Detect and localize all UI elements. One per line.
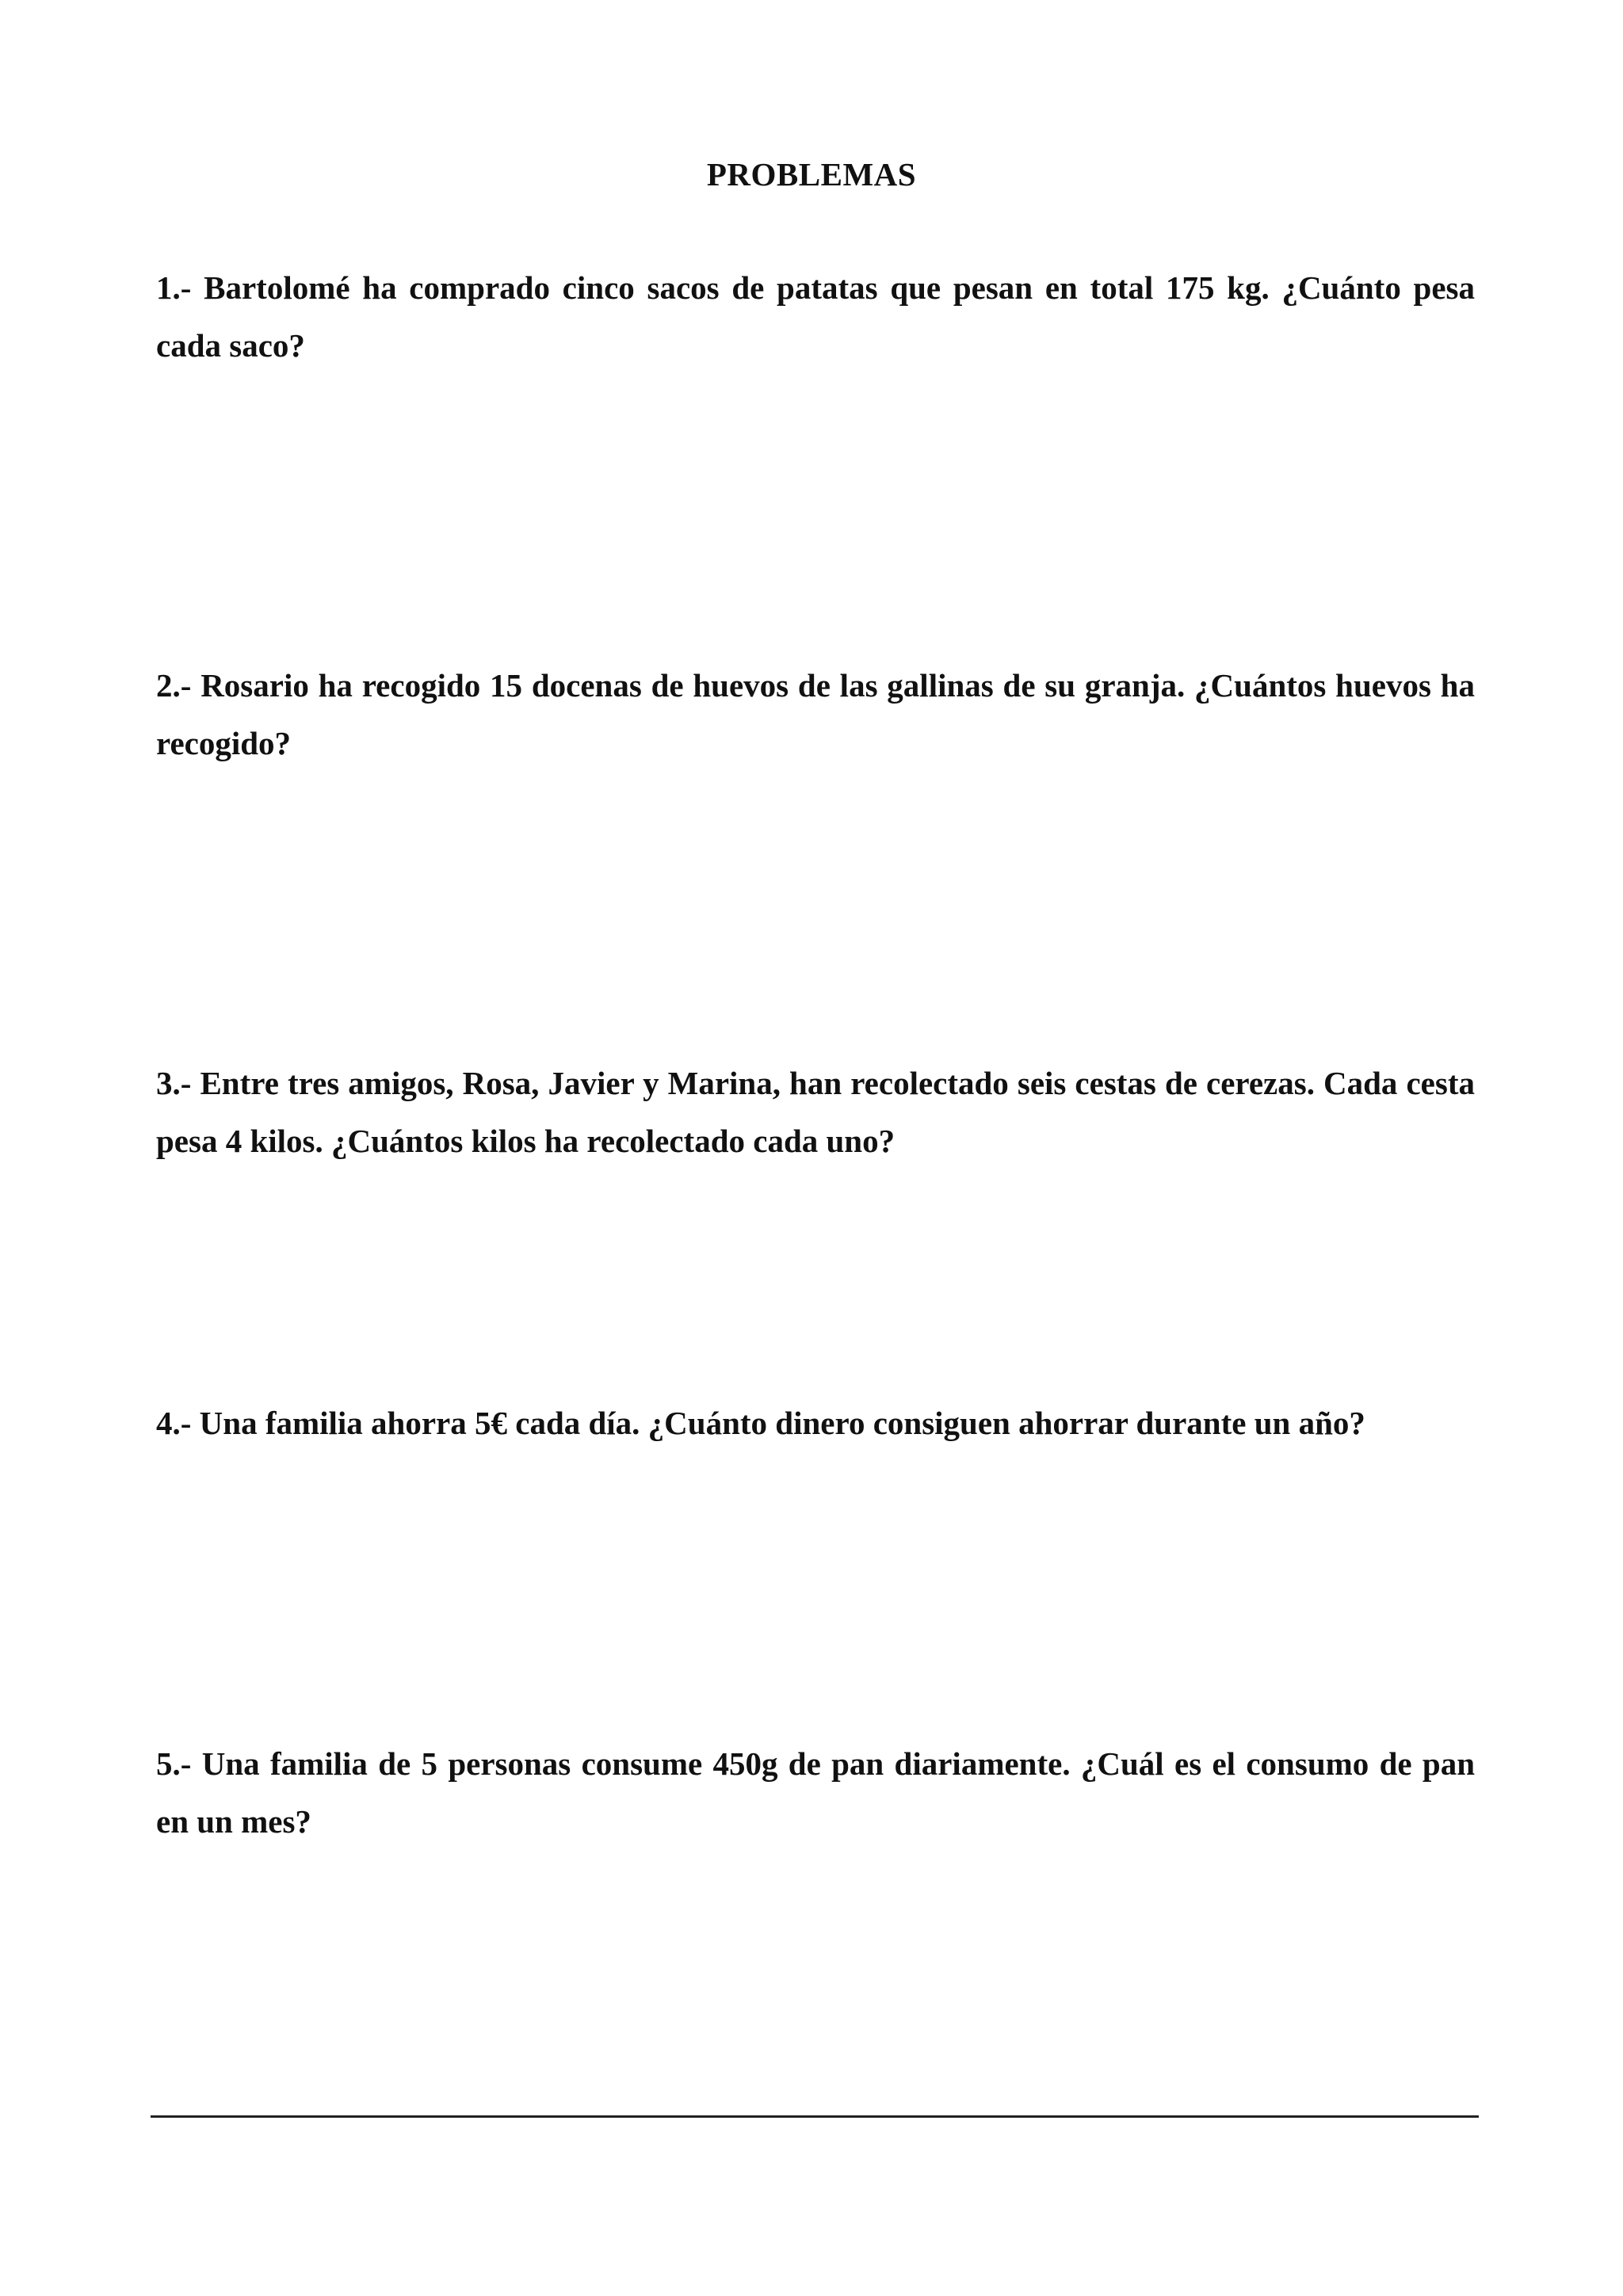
footer-divider	[151, 2115, 1479, 2118]
problem-3: 3.- Entre tres amigos, Rosa, Javier y Marina, han recolectado seis cestas de cerezas. Cada cesta pesa 4 kilos. ¿Cuántos kilos ha recolectado cada uno?	[156, 1065, 1475, 1159]
problem-1: 1.- Bartolomé ha comprado cinco sacos de patatas que pesan en total 175 kg. ¿Cuánto pesa cada saco?	[156, 269, 1475, 364]
problem-4: 4.- Una familia ahorra 5€ cada día. ¿Cuánto dinero consiguen ahorrar durante un año?	[156, 1405, 1365, 1441]
problem-5: 5.- Una familia de 5 personas consume 450g de pan diariamente. ¿Cuál es el consumo de pan en un mes?	[156, 1745, 1475, 1840]
page-title: PROBLEMAS	[706, 156, 917, 193]
problem-2: 2.- Rosario ha recogido 15 docenas de huevos de las gallinas de su granja. ¿Cuántos huevos ha recogido?	[156, 667, 1475, 761]
